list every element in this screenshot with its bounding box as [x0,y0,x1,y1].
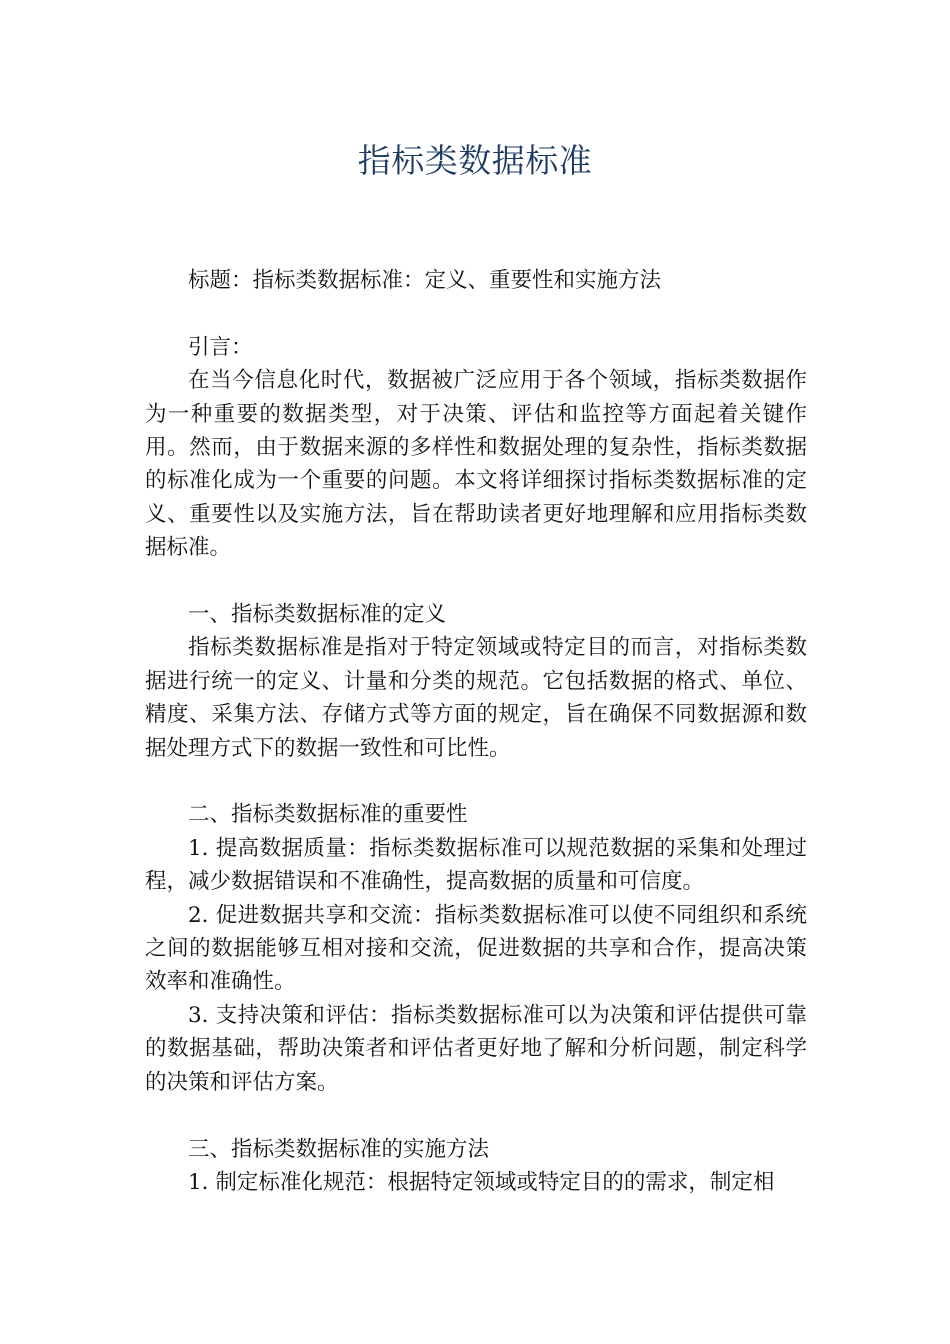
document-title: 指标类数据标准 [357,141,593,180]
section2-item: 3. 支持决策和评估：指标类数据标准可以为决策和评估提供可靠的数据基础，帮助决策者和评估者更好地了解和分析问题，制定科学的决策和评估方案。 [145,1002,807,1095]
paragraph-gap [145,765,807,798]
intro-paragraph: 在当今信息化时代，数据被广泛应用于各个领域，指标类数据作为一种重要的数据类型，对于决策、评估和监控等方面起着关键作用。然而，由于数据来源的多样性和数据处理的复杂性，指标类数据的标准化成为一个重要的问题。本文将详细探讨指标类数据标准的定义、重要性以及实施方法，旨在帮助读者更好地理解和应用指标类数据标准。 [145,368,807,561]
paragraph-gap [145,1099,807,1132]
document-body [145,264,807,1199]
paragraph-gap [145,297,807,330]
section3-item: 1. 制定标准化规范：根据特定领域或特定目的的需求，制定相 [188,1169,775,1195]
section1-paragraph: 指标类数据标准是指对于特定领域或特定目的而言，对指标类数据进行统一的定义、计量和分类的规范。它包括数据的格式、单位、精度、采集方法、存储方式等方面的规定，旨在确保不同数据源和数据处理方式下的数据一致性和可比性。 [145,635,807,761]
section1-heading: 一、指标类数据标准的定义 [188,602,447,628]
section2-item: 2. 促进数据共享和交流：指标类数据标准可以使不同组织和系统之间的数据能够互相对接和交流，促进数据的共享和合作，提高决策效率和准确性。 [145,902,807,995]
subtitle-line: 标题：指标类数据标准：定义、重要性和实施方法 [188,268,662,293]
intro-heading: 引言： [188,334,253,360]
paragraph-gap [145,565,807,598]
section2-item: 1. 提高数据质量：指标类数据标准可以规范数据的采集和处理过程，减少数据错误和不准确性，提高数据的质量和可信度。 [145,835,807,895]
section2-heading: 二、指标类数据标准的重要性 [188,802,468,828]
section3-heading: 三、指标类数据标准的实施方法 [188,1136,490,1162]
